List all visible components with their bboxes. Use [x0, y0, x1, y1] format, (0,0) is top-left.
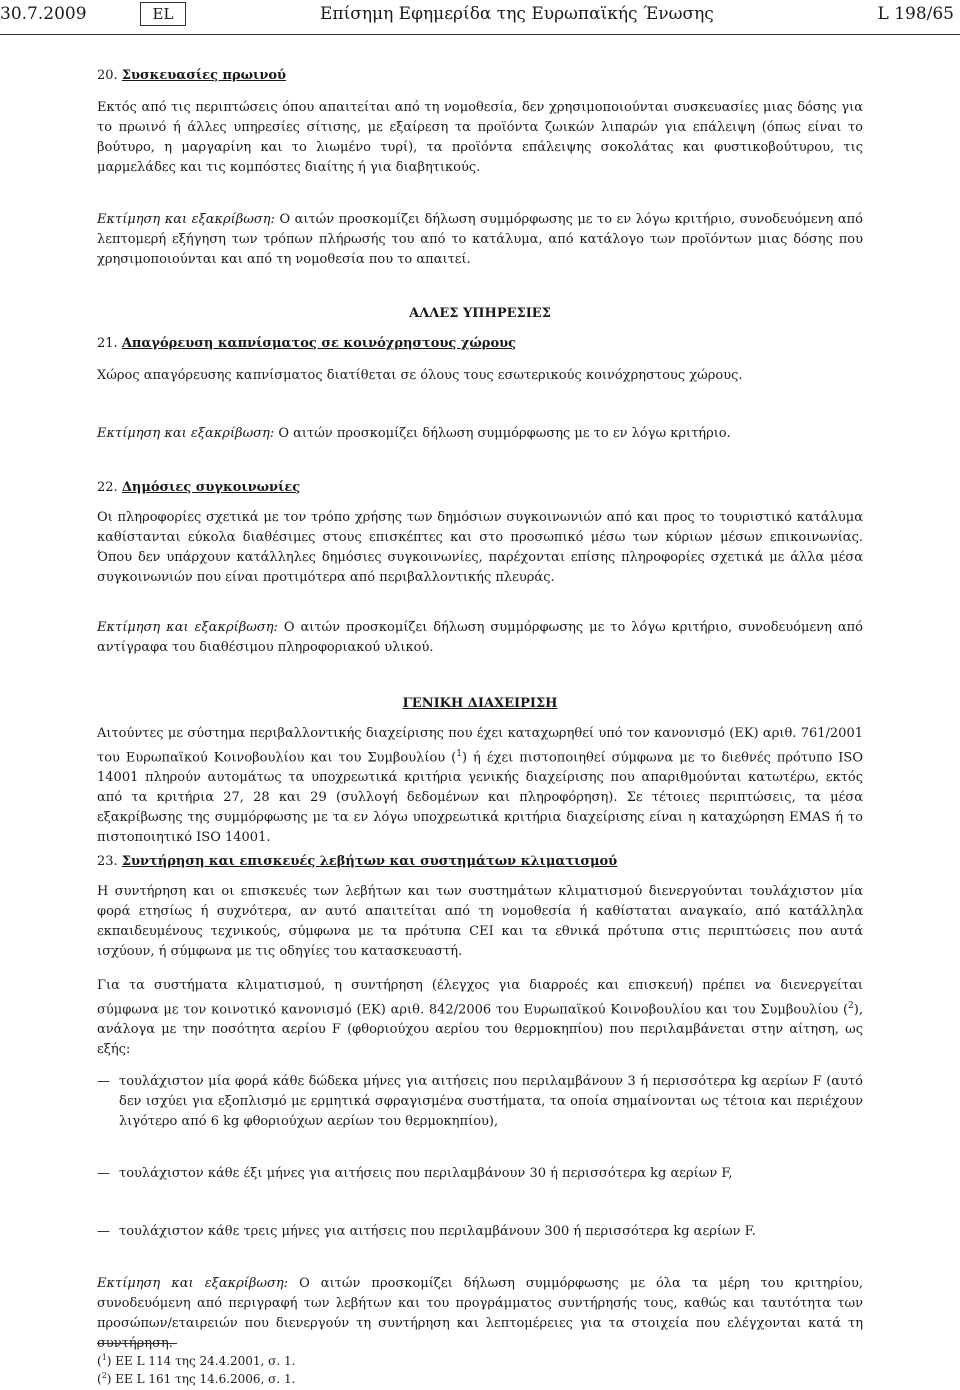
- section-20-assessment: [97, 210, 863, 270]
- dash-bullet: —: [97, 1224, 110, 1239]
- dash-bullet: —: [97, 1166, 110, 1181]
- section-20-heading: [97, 66, 286, 86]
- list-item-text: τουλάχιστον κάθε έξι μήνες για αιτήσεις που περιλαμβάνουν 30 ή περισσότερα kg αερίων F,: [119, 1166, 733, 1181]
- footnote-divider: [97, 1343, 177, 1344]
- section-title: Συσκευασίες πρωινού: [121, 68, 287, 83]
- other-services-heading: ΑΛΛΕΣ ΥΠΗΡΕΣΙΕΣ: [409, 306, 551, 321]
- publication-date: 30.7.2009: [0, 4, 87, 24]
- footnote-mark: 2: [101, 1371, 107, 1380]
- section-title: Συντήρηση και επισκευές λεβήτων και συστημάτων κλιματισμού: [121, 854, 618, 869]
- list-item-text: τουλάχιστον μία φορά κάθε δώδεκα μήνες για αιτήσεις που περιλαμβάνουν 3 ή περισσότερα kg αερίων F (αυτό δεν ισχύει για εξοπλισμό με ερμητικά σφραγισμένα συστήματα, τα οποία σημαίνονται ως τέτοια και περιέχουν λιγότερο από 6 kg φθοριούχων αερίων του θερμοκηπίου),: [119, 1074, 863, 1129]
- general-management-heading: ΓΕΝΙΚΗ ΔΙΑΧΕΙΡΙΣΗ: [402, 696, 558, 711]
- footnote-text: ΕΕ L 161 της 14.6.2006, σ. 1.: [115, 1372, 296, 1386]
- section-title: Δημόσιες συγκοινωνίες: [121, 480, 301, 495]
- body-part: ) ή έχει πιστοποιηθεί σύμφωνα με το διεθνές πρότυπο ISO 14001 πληρούν αυτομάτως τα υποχρεωτικά κριτήρια γενικής διαχείρισης που απαριθμούνται κατωτέρω, εκτός από τα κριτήρια 27, 28 και 29 (συλλογή δεδομένων και πληροφόρηση). Σε τέτοιες περιπτώσεις, τα μέσα εξακρίβωσης της συμμόρφωσης με τα εν λόγω υποχρεωτικά κριτήρια διαχείρισης είναι η καταχώρηση EMAS ή το πιστοποιητικό ISO 14001.: [97, 750, 863, 846]
- section-23-heading: [97, 852, 617, 872]
- assessment-text: Ο αιτών προσκομίζει δήλωση συμμόρφωσης με το εν λόγω κριτήριο, συνοδευόμενη από λεπτομερή εξήγηση των τρόπων πλήρωσής του από το κατάλυμα, από κατάλογο των προϊόντων μιας δόσης που χρησιμοποιούνται και από τη νομοθεσία που το απαιτεί.: [97, 212, 863, 267]
- assessment-text: Ο αιτών προσκομίζει δήλωση συμμόρφωσης με το λόγω κριτήριο, συνοδευόμενη από αντίγραφα του διαθέσιμου πληροφοριακού υλικού.: [97, 620, 863, 655]
- footnote-text: ΕΕ L 114 της 24.4.2001, σ. 1.: [115, 1354, 296, 1368]
- section-23-assessment: [97, 1274, 863, 1354]
- section-20-body: Εκτός από τις περιπτώσεις όπου απαιτείται από τη νομοθεσία, δεν χρησιμοποιούνται συσκευασίες μιας δόσης για το πρωινό ή άλλες υπηρεσίες σίτισης, με εξαίρεση τα προϊόντα ζωικών λιπαρών για επάλειψη (όπως είναι το βούτυρο, η μαργαρίνη και το λιωμένο τυρί), τα προϊόντα επάλειψης σοκολάτας και φυστικοβούτυρου, τις μαρμελάδες και τις κομπόστες διαίτης ή για διαβητικούς.: [97, 100, 863, 175]
- dash-bullet: —: [97, 1074, 110, 1089]
- assessment-label: Εκτίμηση και εξακρίβωση:: [97, 426, 275, 441]
- section-title: Απαγόρευση καπνίσματος σε κοινόχρηστους χώρους: [121, 336, 517, 351]
- footnote: ($^1$) ΕΕ L 114 της 24.4.2001, σ. 1.: [97, 1353, 296, 1368]
- assessment-text: Ο αιτών προσκομίζει δήλωση συμμόρφωσης με το εν λόγω κριτήριο.: [274, 426, 731, 441]
- assessment-label: Εκτίμηση και εξακρίβωση:: [97, 1276, 289, 1291]
- footnote: ($^2$) ΕΕ L 161 της 14.6.2006, σ. 1.: [97, 1371, 296, 1386]
- footnote-ref: 1: [456, 749, 462, 759]
- assessment-label: Εκτίμηση και εξακρίβωση:: [97, 212, 275, 227]
- section-21-heading: [97, 334, 516, 354]
- section-21-assessment: [97, 424, 863, 444]
- journal-header: [0, 0, 960, 40]
- body-part: Για τα συστήματα κλιματισμού, η συντήρηση (έλεγχος για διαρροές και επισκευή) πρέπει να διενεργείται σύμφωνα με τον κοινοτικό κανονισμό (ΕΚ) αριθ. 842/2006 του Ευρωπαϊκού Κοινοβουλίου και του Συμβουλίου (: [97, 978, 863, 1018]
- section-number: 21.: [97, 336, 118, 351]
- list-item-text: τουλάχιστον κάθε τρεις μήνες για αιτήσεις που περιλαμβάνουν 300 ή περισσότερα kg αερίων F.: [119, 1224, 756, 1239]
- section-number: 20.: [97, 68, 118, 83]
- section-number: 23.: [97, 854, 118, 869]
- section-22-heading: [97, 478, 300, 498]
- assessment-text: Ο αιτών προσκομίζει δήλωση συμμόρφωσης με όλα τα μέρη του κριτηρίου, συνοδευόμενη από περιγραφή των λεβήτων και του προγράμματος συντήρησής τους, καθώς και ταυτότητα των προσώπων/εταιρειών που διενεργούν τη συντήρηση και λεπτομέρειες για τα στοιχεία που ελέγχονται κατά τη συντήρηση.: [97, 1276, 863, 1351]
- footnote-ref: 2: [848, 1001, 854, 1011]
- assessment-label: Εκτίμηση και εξακρίβωση:: [97, 620, 278, 635]
- section-number: 22.: [97, 480, 118, 495]
- journal-title: Επίσημη Εφημερίδα της Ευρωπαϊκής Ένωσης: [320, 4, 714, 24]
- general-management-body: [97, 724, 863, 848]
- footnote-mark: 1: [101, 1353, 107, 1362]
- section-23-body-2: [97, 976, 863, 1060]
- section-23-body-1: Η συντήρηση και οι επισκευές των λεβήτων και των συστημάτων κλιματισμού διενεργούνται τουλάχιστον μία φορά ετησίως ή συχνότερα, αν αυτό απαιτείται από τη νομοθεσία ή καθίσταται αναγκαίο, από κατάλληλα εκπαιδευμένους τεχνικούς, σύμφωνα με τα πρότυπα CEI και τα εθνικά πρότυπα στις περιπτώσεις που αυτά ισχύουν, ή σύμφωνα με τις οδηγίες του κατασκευαστή.: [97, 884, 863, 959]
- section-22-assessment: [97, 618, 863, 658]
- section-21-body: Χώρος απαγόρευσης καπνίσματος διατίθεται σε όλους τους εσωτερικούς κοινόχρηστους χώρους.: [97, 368, 743, 383]
- header-divider: [0, 34, 960, 35]
- body-part: Αιτούντες με σύστημα περιβαλλοντικής διαχείρισης που έχει καταχωρηθεί υπό τον κανονισμό (ΕΚ) αριθ. 761/2001 του Ευρωπαϊκού Κοινοβουλίου και του Συμβουλίου (: [97, 726, 863, 766]
- language-badge: EL: [140, 2, 186, 26]
- page-number: L 198/65: [877, 4, 954, 24]
- body-part: ), ανάλογα με την ποσότητα αερίου F (φθοριούχου αερίου του θερμοκηπίου) που περιλαμβάνεται στην αίτηση, ως εξής:: [97, 1002, 863, 1058]
- section-22-body: Οι πληροφορίες σχετικά με τον τρόπο χρήσης των δημόσιων συγκοινωνιών από και προς το τουριστικό κατάλυμα καθίστανται εύκολα διαθέσιμες στους επισκέπτες και στο προσωπικό μέσω των κύριων μέσων επικοινωνίας. Όπου δεν υπάρχουν κατάλληλες δημόσιες συγκοινωνίες, παρέχονται επίσης πληροφορίες σχετικά με άλλα μέσα συγκοινωνιών που είναι προτιμότερα από περιβαλλοντικής πλευράς.: [97, 510, 863, 585]
